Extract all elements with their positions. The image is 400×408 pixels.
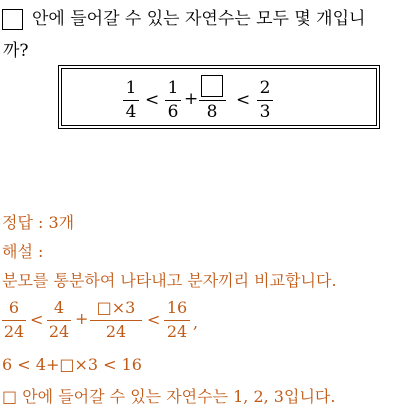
step1-equation	[0, 296, 400, 346]
plus-sign: +	[184, 89, 199, 109]
fraction-4-denominator: 3	[259, 102, 271, 122]
step1-lt-1: <	[30, 310, 44, 329]
step1-f2-bar	[47, 320, 71, 321]
inequality-box	[58, 65, 380, 129]
fraction-1-bar	[123, 100, 139, 101]
question-line1	[2, 4, 365, 28]
fraction-1-denominator: 4	[125, 102, 137, 122]
less-than-1: <	[145, 90, 160, 110]
conclusion-text: □ 안에 들어갈 수 있는 자연수는 1, 2, 3입니다.	[2, 387, 336, 406]
answer-text: 정답 : 3개	[2, 213, 75, 232]
step1-f1-den: 24	[3, 322, 25, 341]
less-than-2: <	[236, 90, 251, 110]
step1-f2-num: 4	[53, 298, 65, 317]
fraction-3-blank-box-icon	[201, 75, 223, 97]
step1-f4-bar	[164, 320, 190, 321]
step1-f2-den: 24	[48, 322, 70, 341]
question-text-line2: 까?	[3, 41, 29, 61]
step2-inequality: 6 < 4+□×3 < 16	[2, 355, 142, 374]
step1-f4-num: 16	[166, 298, 188, 317]
step1-comma: ,	[193, 313, 199, 332]
step1-plus: +	[75, 309, 89, 328]
step1-f3-bar	[90, 320, 142, 321]
solution-heading: 해설 :	[2, 242, 44, 261]
explanation-text: 분모를 통분하여 나타내고 분자끼리 비교합니다.	[2, 271, 337, 290]
fraction-1-numerator: 1	[125, 78, 137, 98]
step1-f1-bar	[2, 320, 26, 321]
question-text-line1: 안에 들어갈 수 있는 자연수는 모두 몇 개입니	[32, 9, 366, 29]
step1-f1-num: 6	[8, 298, 20, 317]
blank-box-icon	[2, 9, 23, 30]
fraction-3-bar	[199, 100, 226, 101]
fraction-2-denominator: 6	[167, 102, 179, 122]
step1-f3-num: □×3	[96, 298, 136, 317]
step1-f3-den: 24	[105, 322, 127, 341]
fraction-4-bar	[257, 100, 273, 101]
fraction-2-numerator: 1	[167, 78, 179, 98]
fraction-4-numerator: 2	[259, 78, 271, 98]
fraction-2-bar	[165, 100, 181, 101]
step1-f4-den: 24	[166, 322, 188, 341]
step1-lt-2: <	[147, 310, 161, 329]
fraction-3-denominator: 8	[206, 102, 218, 122]
